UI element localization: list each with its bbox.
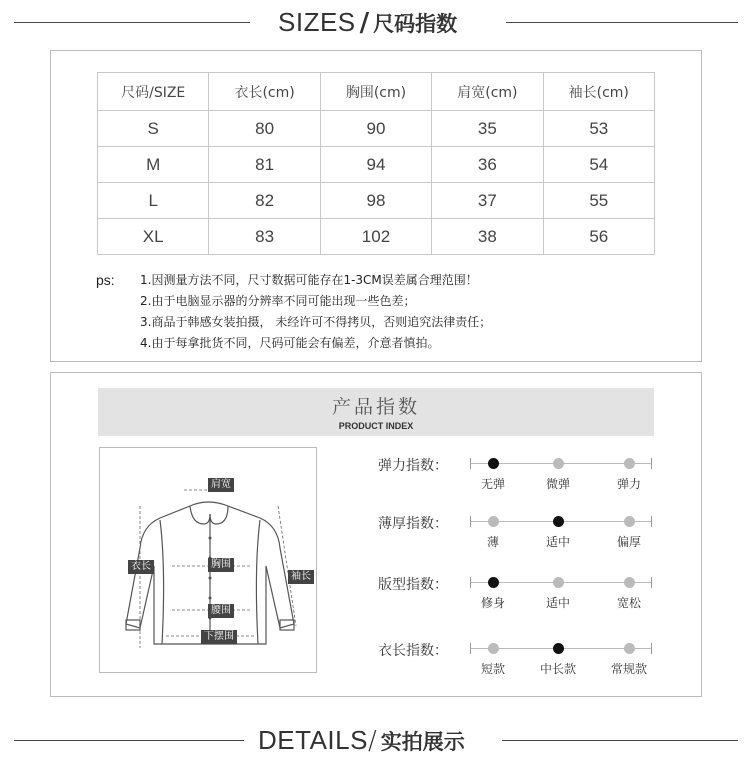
- table-cell: 55: [543, 183, 654, 219]
- table-cell: XL: [98, 219, 209, 255]
- table-cell: 80: [209, 111, 320, 147]
- table-row: [98, 183, 655, 219]
- header-shoulder: 肩宽(cm): [432, 73, 543, 111]
- index-option-label: 常规款: [610, 662, 648, 676]
- table-cell: 94: [320, 147, 431, 183]
- index-elasticity: [378, 455, 658, 495]
- track-cap: [651, 577, 652, 588]
- track-cap: [470, 458, 471, 469]
- table-cell: 98: [320, 183, 431, 219]
- track-cap: [470, 516, 471, 527]
- notes-prefix: ps:: [96, 272, 115, 288]
- index-option-label: 适中: [545, 596, 571, 610]
- index-option-label: 微弹: [545, 477, 571, 491]
- table-cell: 36: [432, 147, 543, 183]
- sizes-heading-en: SIZES: [278, 7, 356, 37]
- sizes-heading-cn: 尺码指数: [373, 12, 458, 36]
- index-label: 弹力指数：: [378, 458, 448, 474]
- chest-tag: 胸围: [208, 558, 234, 572]
- sleeve-tag: 袖长: [288, 570, 314, 584]
- table-cell: 82: [209, 183, 320, 219]
- index-dot: [624, 577, 635, 588]
- table-cell: 83: [209, 219, 320, 255]
- table-cell: 56: [543, 219, 654, 255]
- details-heading-en: DETAILS: [258, 725, 368, 755]
- note-item: 4.由于每拿批货不同，尺码可能会有偏差，介意者慎拍。: [140, 336, 440, 350]
- table-cell: 81: [209, 147, 320, 183]
- index-option-label: 中长款: [539, 662, 577, 676]
- sizes-heading: [278, 7, 457, 38]
- header-size: 尺码/SIZE: [98, 73, 209, 111]
- heading-slash: /: [359, 8, 370, 38]
- index-dot: [624, 458, 635, 469]
- shoulder-tag: 肩宽: [208, 478, 234, 492]
- table-row: [98, 219, 655, 255]
- table-cell: 38: [432, 219, 543, 255]
- waist-tag: 腰围: [208, 604, 234, 618]
- index-option-label: 修身: [480, 596, 506, 610]
- index-dot: [488, 577, 499, 588]
- index-option-label: 无弹: [480, 477, 506, 491]
- track-cap: [470, 643, 471, 654]
- size-table-header-row: [98, 73, 655, 111]
- track-cap: [470, 577, 471, 588]
- length-tag: 衣长: [128, 560, 154, 574]
- details-heading: [258, 725, 465, 756]
- product-index-banner: [98, 388, 654, 436]
- index-option-label: 短款: [480, 662, 506, 676]
- shirt-diagram: [99, 447, 317, 673]
- index-fit: [378, 574, 658, 614]
- details-heading-rule-right: [502, 740, 738, 741]
- index-dot: [488, 516, 499, 527]
- header-sleeve: 袖长(cm): [543, 73, 654, 111]
- table-cell: 37: [432, 183, 543, 219]
- track-cap: [651, 516, 652, 527]
- details-heading-cn: 实拍展示: [380, 730, 465, 754]
- table-cell: L: [98, 183, 209, 219]
- header-length: 衣长(cm): [209, 73, 320, 111]
- index-label: 版型指数：: [378, 577, 448, 593]
- table-cell: 90: [320, 111, 431, 147]
- index-option-label: 宽松: [616, 596, 642, 610]
- index-option-label: 弹力: [616, 477, 642, 491]
- table-row: [98, 147, 655, 183]
- sizes-heading-rule-right: [506, 22, 738, 23]
- index-length: [378, 640, 658, 680]
- index-label: 衣长指数：: [378, 643, 448, 659]
- heading-slash: /: [367, 726, 377, 756]
- index-dot: [488, 458, 499, 469]
- table-cell: 53: [543, 111, 654, 147]
- index-thickness: [378, 513, 658, 553]
- index-dot: [624, 516, 635, 527]
- details-heading-rule-left: [14, 740, 244, 741]
- sizes-heading-rule-left: [14, 22, 250, 23]
- track-cap: [651, 458, 652, 469]
- hem-tag: 下摆围: [201, 630, 237, 644]
- product-index-title: 产品指数: [331, 396, 420, 418]
- index-option-label: 薄: [486, 535, 500, 549]
- table-cell: 35: [432, 111, 543, 147]
- index-label: 薄厚指数：: [378, 516, 448, 532]
- index-dot: [553, 516, 564, 527]
- table-cell: 54: [543, 147, 654, 183]
- header-chest: 胸围(cm): [320, 73, 431, 111]
- index-dot: [488, 643, 499, 654]
- notes-list: [140, 270, 700, 354]
- note-item: 1.因测量方法不同，尺寸数据可能存在1-3CM误差属合理范围！: [140, 273, 478, 287]
- product-index-subtitle: PRODUCT INDEX: [338, 421, 414, 431]
- note-item: 3.商品于韩感女装拍摄， 未经许可不得拷贝，否则追究法律责任；: [140, 315, 492, 329]
- index-dot: [553, 577, 564, 588]
- track-cap: [651, 643, 652, 654]
- table-cell: 102: [320, 219, 431, 255]
- index-dot: [553, 458, 564, 469]
- index-option-label: 适中: [545, 535, 571, 549]
- table-cell: M: [98, 147, 209, 183]
- table-row: [98, 111, 655, 147]
- table-cell: S: [98, 111, 209, 147]
- index-option-label: 偏厚: [616, 535, 642, 549]
- note-item: 2.由于电脑显示器的分辨率不同可能出现一些色差；: [140, 294, 416, 308]
- size-table: [97, 72, 655, 255]
- index-dot: [553, 643, 564, 654]
- index-dot: [624, 643, 635, 654]
